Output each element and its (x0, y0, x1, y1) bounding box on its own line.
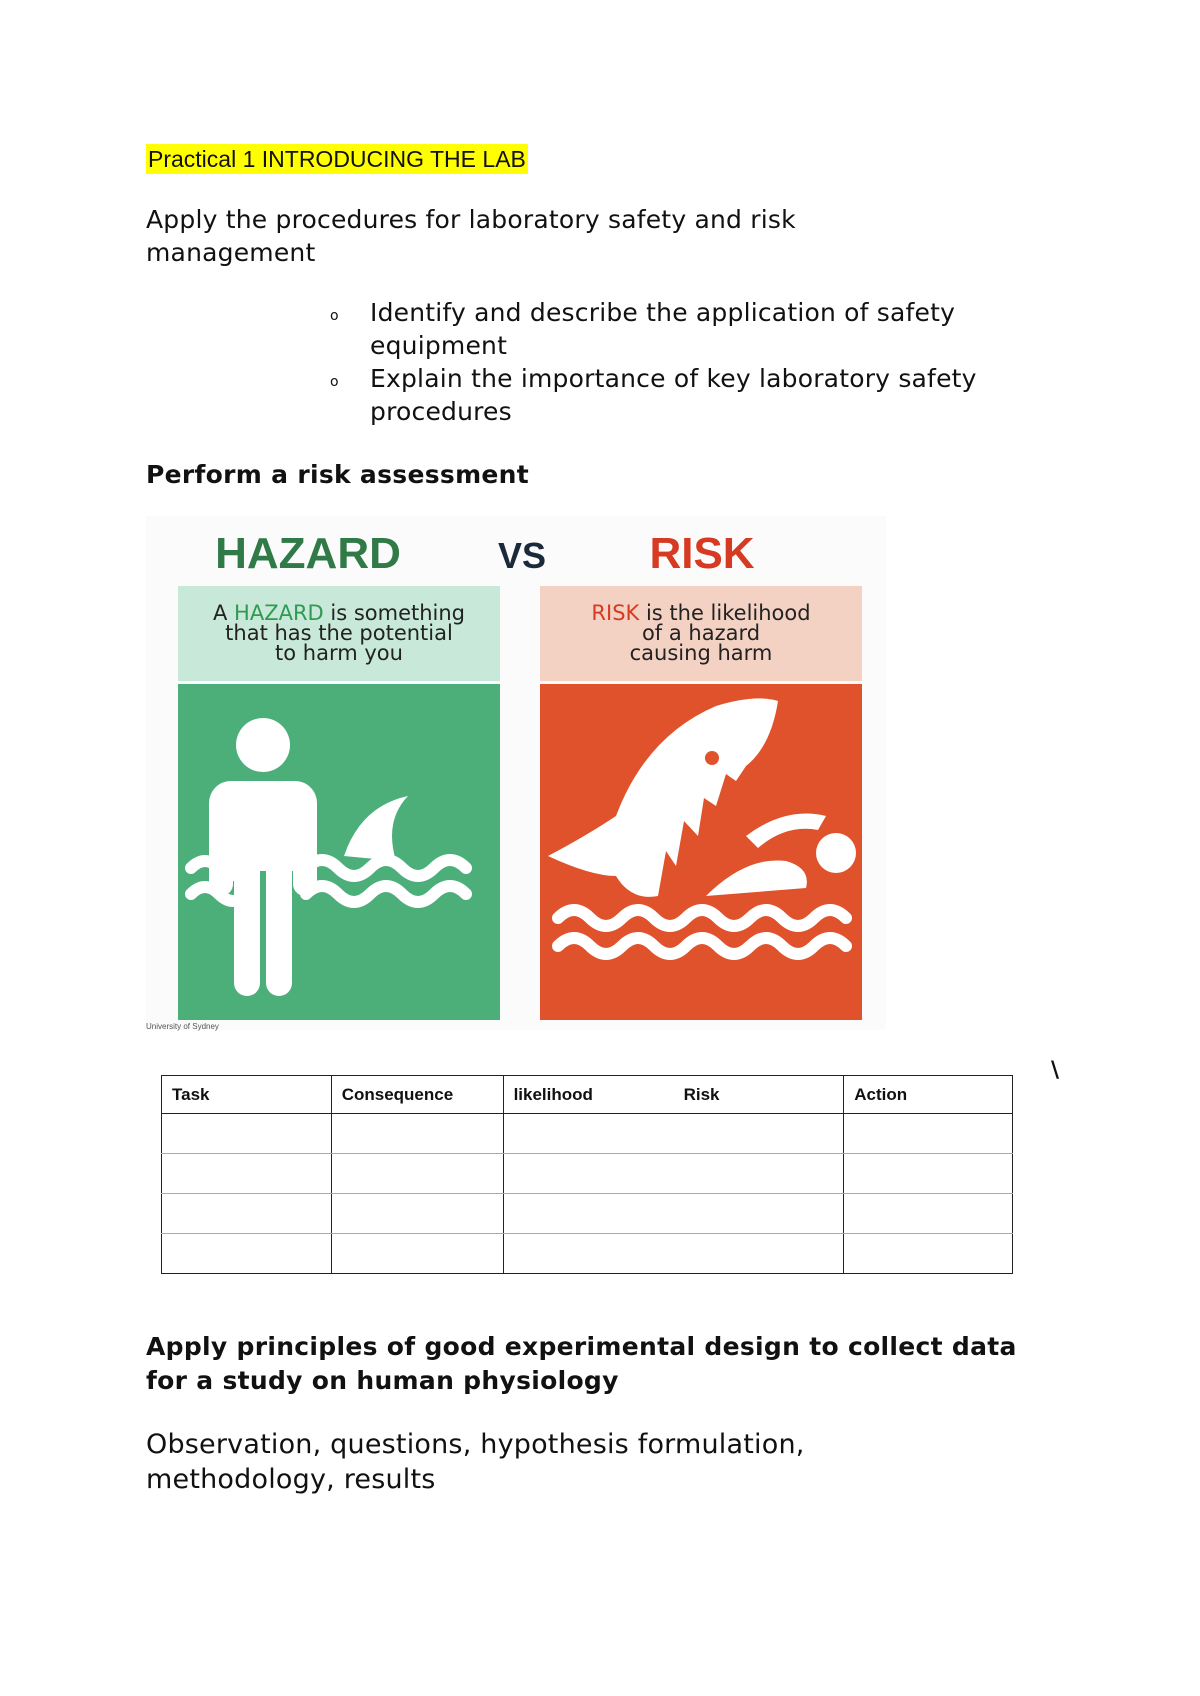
table-cell[interactable] (844, 1194, 1013, 1234)
list-item: o Explain the importance of key laboratory safety procedures (330, 364, 977, 426)
infographic-source: University of Sydney (146, 1022, 219, 1031)
table-row (162, 1234, 1013, 1274)
hazard-vs-risk-infographic (146, 516, 886, 1030)
table-cell[interactable] (331, 1114, 503, 1154)
column-header-likelihood-risk: likelihood Risk (503, 1076, 844, 1114)
table-row (162, 1154, 1013, 1194)
objective-list (330, 296, 1070, 428)
table-header-row (162, 1076, 1013, 1114)
design-section-heading: Apply principles of good experimental design to collect data for a study on human physiology (146, 1332, 1017, 1395)
bullet-marker: o (330, 374, 339, 390)
risk-definition-line3: causing harm (629, 641, 773, 665)
table-cell[interactable] (844, 1114, 1013, 1154)
hazard-heading: HAZARD (215, 529, 401, 578)
table-cell[interactable] (844, 1154, 1013, 1194)
table-cell[interactable] (844, 1234, 1013, 1274)
table-cell[interactable] (503, 1114, 844, 1154)
table-cell[interactable] (162, 1234, 332, 1274)
hazard-definition-line1: A HAZARD is something (212, 601, 466, 625)
hazard-definition-line2: that has the potential (225, 621, 453, 645)
vs-label: VS (497, 535, 547, 576)
table-row (162, 1194, 1013, 1234)
hazard-definition-line3: to harm you (275, 641, 403, 665)
risk-assessment-table (161, 1075, 1013, 1274)
column-header-task: Task (162, 1076, 332, 1114)
table-cell[interactable] (162, 1114, 332, 1154)
risk-heading: RISK (649, 529, 755, 578)
table-cell[interactable] (162, 1154, 332, 1194)
risk-section-heading: Perform a risk assessment (146, 460, 530, 489)
stray-mark: \ (1051, 1058, 1060, 1083)
table-cell[interactable] (331, 1194, 503, 1234)
practical-title: Practical 1 INTRODUCING THE LAB (148, 146, 526, 172)
bullet-marker: o (330, 308, 339, 324)
shark-eye-icon (705, 751, 719, 765)
table-row (162, 1114, 1013, 1154)
table-cell[interactable] (503, 1154, 844, 1194)
list-item: o Identify and describe the application of safety equipment (330, 298, 956, 360)
intro-paragraph: Apply the procedures for laboratory safety and risk management (146, 205, 796, 267)
table-cell[interactable] (331, 1234, 503, 1274)
table-cell[interactable] (503, 1194, 844, 1234)
column-header-consequence: Consequence (331, 1076, 503, 1114)
design-steps-paragraph: Observation, questions, hypothesis formulation, methodology, results (146, 1429, 805, 1495)
risk-definition-line1: RISK is the likelihood (591, 601, 811, 625)
table-cell[interactable] (503, 1234, 844, 1274)
column-header-action: Action (844, 1076, 1013, 1114)
table-cell[interactable] (162, 1194, 332, 1234)
table-cell[interactable] (331, 1154, 503, 1194)
risk-definition-line2: of a hazard (641, 621, 761, 645)
